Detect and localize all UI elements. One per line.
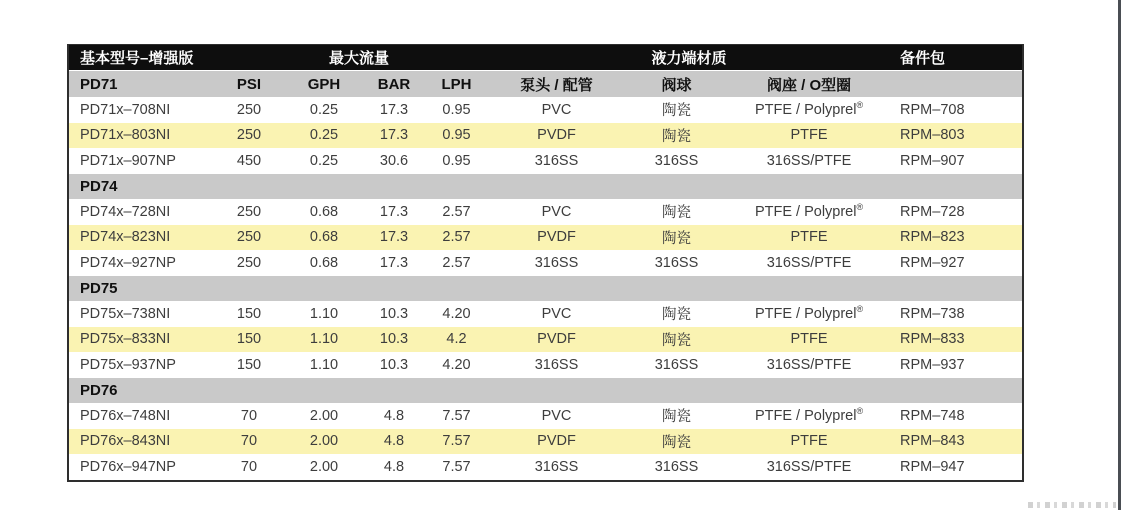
cell: PD76x–748NI: [69, 403, 209, 429]
subheader-valve-ball: 阀球: [629, 71, 724, 97]
subheader-seat-oring: 阀座 / O型圈: [724, 71, 894, 97]
cell: 7.57: [429, 454, 484, 480]
cell: 316SS/PTFE: [724, 250, 894, 276]
header-maxflow-group: 最大流量: [289, 45, 429, 71]
cell: 陶瓷: [629, 225, 724, 251]
section-row: [69, 378, 1022, 404]
registered-mark: ®: [856, 405, 864, 416]
cell: 7.57: [429, 429, 484, 455]
cell: PD74x–728NI: [69, 199, 209, 225]
table-row: [69, 327, 1022, 353]
subheader-bar: BAR: [359, 71, 429, 97]
table-body: [69, 97, 1022, 480]
cell: 316SS: [484, 250, 629, 276]
cell: 4.20: [429, 301, 484, 327]
table-row: [69, 352, 1022, 378]
cell: 0.68: [289, 250, 359, 276]
cell: 0.25: [289, 148, 359, 174]
cell: 450: [209, 148, 289, 174]
subheader-kit-spacer: [894, 71, 1022, 97]
cell: PD71x–803NI: [69, 123, 209, 149]
cell: RPM–708: [894, 97, 1022, 123]
cell: 30.6: [359, 148, 429, 174]
cell: PD75x–937NP: [69, 352, 209, 378]
group-header-row: [69, 45, 1022, 71]
table-row: [69, 403, 1022, 429]
cell: PTFE / Polyprel®: [724, 199, 894, 225]
cell: 陶瓷: [629, 199, 724, 225]
cell: 1.10: [289, 301, 359, 327]
cell: 0.95: [429, 97, 484, 123]
header-model-group: 基本型号–增强版: [69, 45, 289, 71]
cell: RPM–947: [894, 454, 1022, 480]
cell: 2.57: [429, 199, 484, 225]
cell: PVC: [484, 97, 629, 123]
cell: 1.10: [289, 327, 359, 353]
table-row: [69, 123, 1022, 149]
cell: PTFE / Polyprel®: [724, 403, 894, 429]
cell: PVC: [484, 199, 629, 225]
cell: 150: [209, 301, 289, 327]
cell: RPM–907: [894, 148, 1022, 174]
cell: 316SS: [629, 454, 724, 480]
cell: RPM–823: [894, 225, 1022, 251]
cell: 17.3: [359, 123, 429, 149]
cell: 0.95: [429, 148, 484, 174]
cell: 150: [209, 352, 289, 378]
cell: PTFE: [724, 429, 894, 455]
cell: 0.68: [289, 225, 359, 251]
table-row: [69, 454, 1022, 480]
subheader-lph: LPH: [429, 71, 484, 97]
section-label: PD76: [69, 378, 1022, 404]
cell: 陶瓷: [629, 327, 724, 353]
cell: 2.57: [429, 250, 484, 276]
cell: RPM–843: [894, 429, 1022, 455]
cell: 7.57: [429, 403, 484, 429]
cell: 10.3: [359, 352, 429, 378]
cell: PD74x–927NP: [69, 250, 209, 276]
cell: 4.8: [359, 403, 429, 429]
subheader-psi: PSI: [209, 71, 289, 97]
table-row: [69, 199, 1022, 225]
cell: 316SS: [484, 352, 629, 378]
cell: 70: [209, 429, 289, 455]
cell: 0.68: [289, 199, 359, 225]
cell: 陶瓷: [629, 97, 724, 123]
cell: 10.3: [359, 327, 429, 353]
header-spacer: [429, 45, 484, 71]
cell: 250: [209, 199, 289, 225]
spec-table: [67, 44, 1024, 482]
cell: 17.3: [359, 225, 429, 251]
subheader-gph: GPH: [289, 71, 359, 97]
cell: 2.00: [289, 429, 359, 455]
subheader-model: PD71: [69, 71, 209, 97]
cell: 150: [209, 327, 289, 353]
cell: 250: [209, 97, 289, 123]
cell: 250: [209, 250, 289, 276]
cell: 316SS: [629, 148, 724, 174]
cell: PD76x–843NI: [69, 429, 209, 455]
cell: 陶瓷: [629, 123, 724, 149]
cell: 4.8: [359, 454, 429, 480]
table-row: [69, 97, 1022, 123]
cell: 17.3: [359, 97, 429, 123]
cell: 2.00: [289, 454, 359, 480]
cell: RPM–927: [894, 250, 1022, 276]
cell: PD76x–947NP: [69, 454, 209, 480]
cell: 陶瓷: [629, 403, 724, 429]
cell: 4.20: [429, 352, 484, 378]
cell: 10.3: [359, 301, 429, 327]
cell: RPM–738: [894, 301, 1022, 327]
cell: PTFE: [724, 225, 894, 251]
cell: 0.25: [289, 123, 359, 149]
page-edge-line: [1118, 0, 1121, 510]
cell: 2.57: [429, 225, 484, 251]
cell: 316SS/PTFE: [724, 148, 894, 174]
header-kit-group: 备件包: [894, 45, 1022, 71]
section-row: [69, 276, 1022, 302]
cell: 316SS: [629, 250, 724, 276]
cell: 陶瓷: [629, 301, 724, 327]
cell: 陶瓷: [629, 429, 724, 455]
cell: 2.00: [289, 403, 359, 429]
cell: PVDF: [484, 429, 629, 455]
cell: 70: [209, 403, 289, 429]
cell: RPM–748: [894, 403, 1022, 429]
registered-mark: ®: [856, 303, 864, 314]
cell: 4.8: [359, 429, 429, 455]
cell: PVDF: [484, 225, 629, 251]
sub-header-row: [69, 71, 1022, 97]
cell: 316SS: [484, 148, 629, 174]
cell: PD71x–907NP: [69, 148, 209, 174]
table-row: [69, 250, 1022, 276]
cell: 316SS/PTFE: [724, 454, 894, 480]
cell: PVC: [484, 403, 629, 429]
table-row: [69, 301, 1022, 327]
section-label: PD75: [69, 276, 1022, 302]
cutoff-text-fragment: [1028, 502, 1116, 508]
cell: RPM–937: [894, 352, 1022, 378]
header-material-group: 液力端材质: [484, 45, 894, 71]
cell: RPM–833: [894, 327, 1022, 353]
cell: PD75x–833NI: [69, 327, 209, 353]
cell: 4.2: [429, 327, 484, 353]
cell: PD71x–708NI: [69, 97, 209, 123]
cell: PVDF: [484, 327, 629, 353]
cell: 316SS: [484, 454, 629, 480]
cell: 316SS/PTFE: [724, 352, 894, 378]
cell: PD75x–738NI: [69, 301, 209, 327]
pump-spec-table: [67, 44, 1024, 482]
cell: PD74x–823NI: [69, 225, 209, 251]
table-row: [69, 225, 1022, 251]
registered-mark: ®: [856, 99, 864, 110]
cell: 17.3: [359, 250, 429, 276]
cell: RPM–803: [894, 123, 1022, 149]
cell: PTFE / Polyprel®: [724, 301, 894, 327]
table-row: [69, 148, 1022, 174]
cell: 0.95: [429, 123, 484, 149]
cell: 17.3: [359, 199, 429, 225]
cell: PTFE / Polyprel®: [724, 97, 894, 123]
cell: 1.10: [289, 352, 359, 378]
cell: 250: [209, 225, 289, 251]
cell: RPM–728: [894, 199, 1022, 225]
subheader-head-pipe: 泵头 / 配管: [484, 71, 629, 97]
cell: 0.25: [289, 97, 359, 123]
cell: PVC: [484, 301, 629, 327]
cell: 250: [209, 123, 289, 149]
section-label: PD74: [69, 174, 1022, 200]
cell: PVDF: [484, 123, 629, 149]
cell: PTFE: [724, 327, 894, 353]
cell: 316SS: [629, 352, 724, 378]
table-row: [69, 429, 1022, 455]
section-row: [69, 174, 1022, 200]
cell: 70: [209, 454, 289, 480]
registered-mark: ®: [856, 201, 864, 212]
cell: PTFE: [724, 123, 894, 149]
